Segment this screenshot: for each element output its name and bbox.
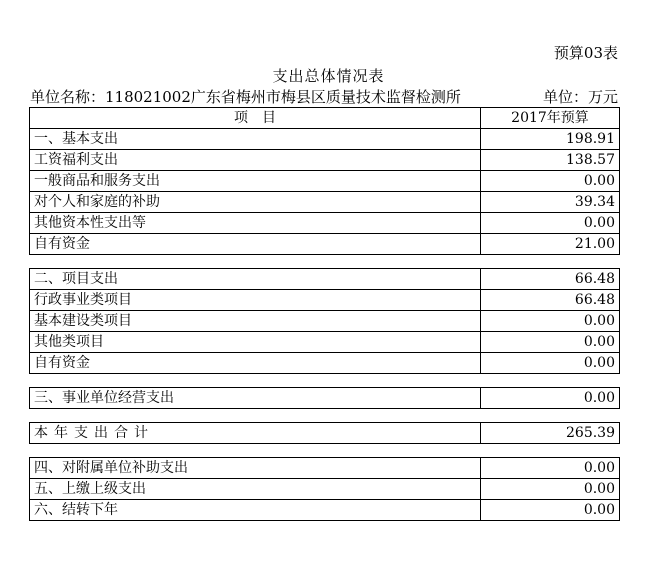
row-label: 四、对附属单位补助支出: [30, 458, 481, 479]
column-header-budget: 2017年预算: [481, 108, 620, 129]
table-row: [30, 269, 620, 290]
row-label: 工资福利支出: [30, 150, 481, 171]
row-label: 自有资金: [30, 353, 481, 374]
table-row: [30, 500, 620, 521]
unit-label: 单位：万元: [542, 88, 618, 106]
row-label: 二、项目支出: [30, 269, 481, 290]
total-label: 本年支出合计: [30, 423, 481, 444]
table-spacer: [30, 374, 620, 388]
table-spacer: [30, 444, 620, 458]
table-row: [30, 213, 620, 234]
table-row: [30, 311, 620, 332]
table-row: [30, 353, 620, 374]
total-value: 265.39: [481, 423, 620, 444]
row-label: 一般商品和服务支出: [30, 171, 481, 192]
unit-name: 单位名称：118021002广东省梅州市梅县区质量技术监督检测所: [30, 88, 461, 106]
row-value: 138.57: [481, 150, 620, 171]
row-label: 自有资金: [30, 234, 481, 255]
table-row: [30, 458, 620, 479]
row-label: 五、上缴上级支出: [30, 479, 481, 500]
table-row: [30, 192, 620, 213]
column-header-item: 项 目: [30, 108, 481, 129]
row-label: 六、结转下年: [30, 500, 481, 521]
table-row: [30, 150, 620, 171]
row-label: 基本建设类项目: [30, 311, 481, 332]
row-value: 0.00: [481, 479, 620, 500]
table-row: [30, 388, 620, 409]
table-row: [30, 332, 620, 353]
row-value: 66.48: [481, 290, 620, 311]
row-label: 对个人和家庭的补助: [30, 192, 481, 213]
table-spacer: [30, 409, 620, 423]
table-row: [30, 234, 620, 255]
row-value: 66.48: [481, 269, 620, 290]
row-value: 0.00: [481, 500, 620, 521]
row-value: 0.00: [481, 332, 620, 353]
table-spacer: [30, 255, 620, 269]
row-value: 0.00: [481, 171, 620, 192]
row-value: 0.00: [481, 353, 620, 374]
row-label: 其他类项目: [30, 332, 481, 353]
table-row: [30, 479, 620, 500]
row-label: 三、事业单位经营支出: [30, 388, 481, 409]
row-value: 21.00: [481, 234, 620, 255]
table-row: [30, 171, 620, 192]
row-value: 0.00: [481, 311, 620, 332]
row-label: 行政事业类项目: [30, 290, 481, 311]
page-title: 支出总体情况表: [272, 67, 385, 85]
row-value: 198.91: [481, 129, 620, 150]
form-code: 预算03表: [553, 44, 618, 62]
row-label: 其他资本性支出等: [30, 213, 481, 234]
row-value: 0.00: [481, 213, 620, 234]
row-value: 0.00: [481, 458, 620, 479]
row-value: 39.34: [481, 192, 620, 213]
total-row: [30, 423, 620, 444]
row-value: 0.00: [481, 388, 620, 409]
table-header-row: [30, 108, 620, 129]
table-row: [30, 129, 620, 150]
expenditure-table: [29, 107, 620, 521]
table-row: [30, 290, 620, 311]
row-label: 一、基本支出: [30, 129, 481, 150]
